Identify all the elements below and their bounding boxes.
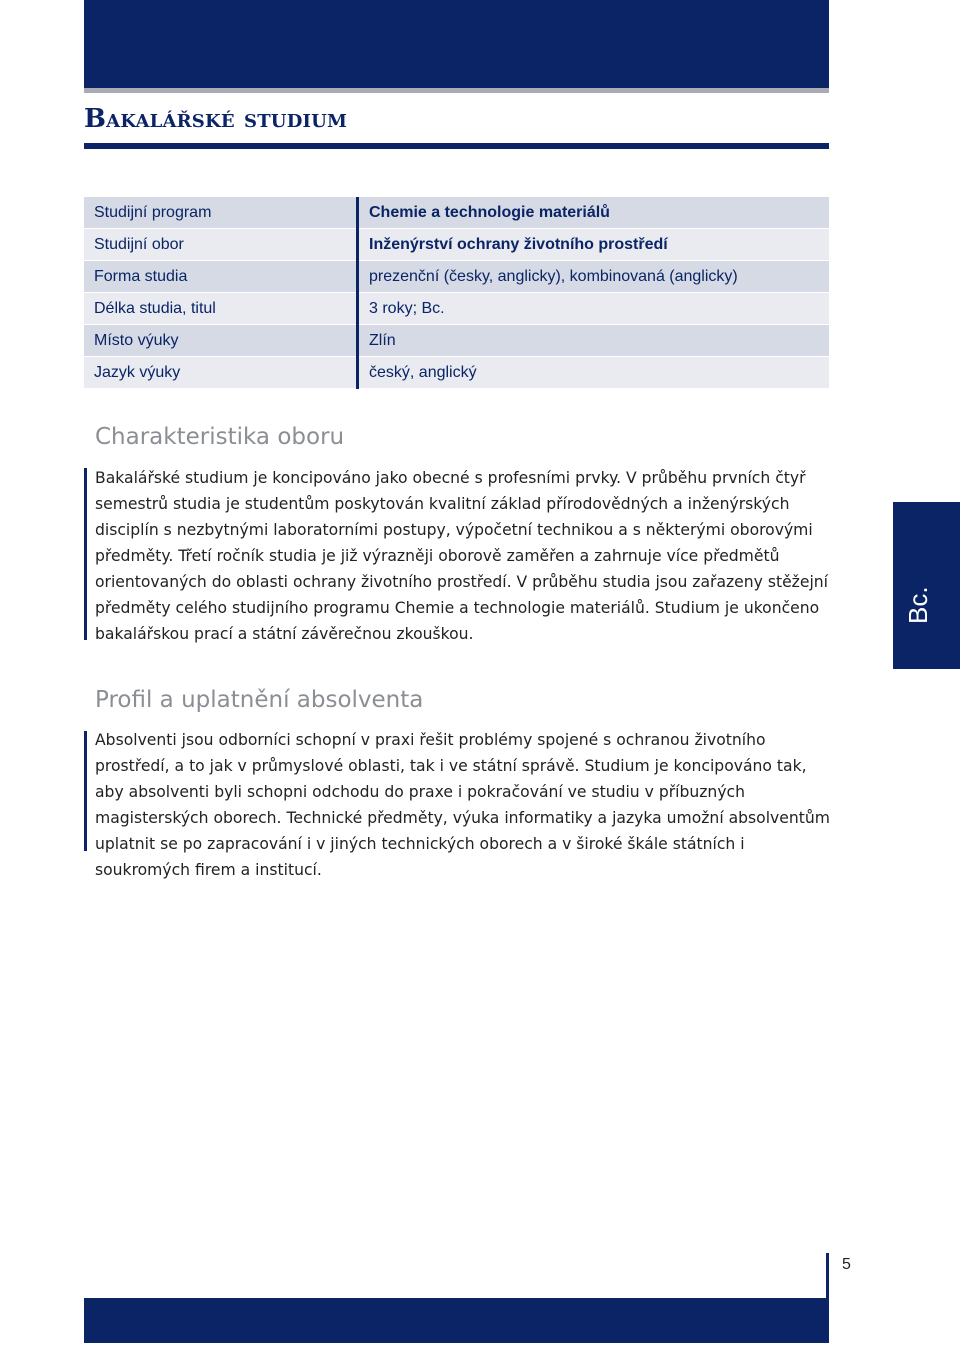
page-number: 5 — [842, 1256, 851, 1273]
profile-heading: Profil a uplatnění absolventa — [95, 687, 424, 713]
info-row-value: Chemie a technologie materiálů — [358, 197, 830, 229]
degree-side-tab — [893, 502, 960, 669]
info-row-value: Inženýrství ochrany životního prostředí — [358, 229, 830, 261]
page-title: Bakalářské studium — [84, 104, 348, 134]
info-row-label: Místo výuky — [84, 325, 358, 357]
info-row-value: Zlín — [358, 325, 830, 357]
info-row — [84, 293, 829, 325]
profile-accent-bar — [84, 731, 87, 851]
header-banner — [84, 0, 829, 88]
info-row-label: Forma studia — [84, 261, 358, 293]
characteristics-accent-bar — [84, 468, 87, 640]
characteristics-text: Bakalářské studium je koncipováno jako obecné s profesními prvky. V průběhu prvních čtyř semestrů studia je studentům poskytován kvalitní základ přírodovědných a inženýrských disciplín s nezbytnými laboratorními postupy, výpočetní technikou a s některými oborovými předměty. Třetí ročník studia je již výrazněji oborově zaměřen a zahrnuje více předmětů orientovaných do oblasti ochrany životního prostředí. V průběhu studia jsou zařazeny stěžejní předměty celého studijního programu Chemie a technologie materiálů. Studium je ukončeno bakalářskou prací a státní závěrečnou zkouškou. — [95, 469, 829, 643]
study-info-table — [84, 197, 829, 389]
info-row — [84, 261, 829, 293]
page-number-rule — [826, 1253, 829, 1298]
info-row-value: prezenční (česky, anglicky), kombinovaná (anglicky) — [358, 261, 830, 293]
info-row — [84, 197, 829, 229]
header-divider — [84, 88, 829, 93]
characteristics-heading: Charakteristika oboru — [95, 424, 345, 450]
info-row — [84, 229, 829, 261]
info-row — [84, 325, 829, 357]
degree-side-tab-label: Bc. — [903, 586, 933, 624]
info-row-label: Jazyk výuky — [84, 357, 358, 389]
info-row-label: Délka studia, titul — [84, 293, 358, 325]
info-row-label: Studijní obor — [84, 229, 358, 261]
info-row — [84, 357, 829, 389]
footer-banner — [84, 1298, 829, 1343]
profile-text: Absolventi jsou odborníci schopní v praxi řešit problémy spojené s ochranou životního prostředí, a to jak v průmyslové oblasti, tak i ve státní správě. Studium je koncipováno tak, aby absolventi byli schopni odchodu do praxe i pokračování ve studiu v příbuzných magisterských oborech. Technické předměty, výuka informatiky a jazyka umožní absolventům uplatnit se po zapracování i v jiných technických oborech a v široké škále státních i soukromých firem a institucí. — [95, 731, 830, 879]
info-row-value: 3 roky; Bc. — [358, 293, 830, 325]
info-row-label: Studijní program — [84, 197, 358, 229]
info-row-value: český, anglický — [358, 357, 830, 389]
title-underline — [84, 143, 829, 149]
